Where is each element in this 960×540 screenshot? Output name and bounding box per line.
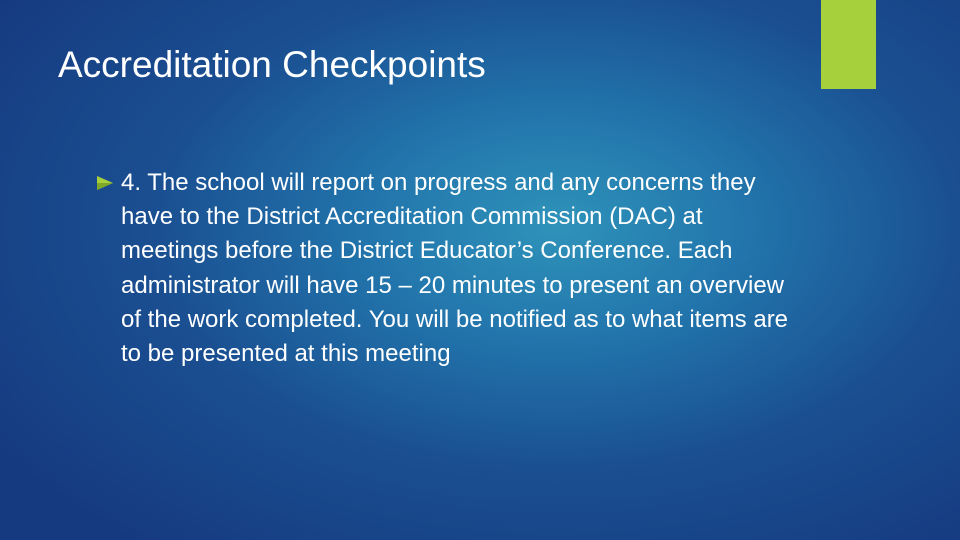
bullet-text: 4. The school will report on progress and any concerns they have to the District Accreditation Commission (DAC) at meetings before the District Educator’s Conference. Each administrator will have 15 – 20 minutes to present an overview of the work completed. You will be notified as to what items are to be presented at this meeting bbox=[121, 169, 789, 368]
slide-title: Accreditation Checkpoints bbox=[58, 44, 486, 85]
bullet-list bbox=[96, 166, 796, 371]
triangle-bullet-icon bbox=[96, 174, 114, 192]
accent-bar bbox=[821, 0, 876, 89]
bullet-item bbox=[96, 166, 796, 371]
